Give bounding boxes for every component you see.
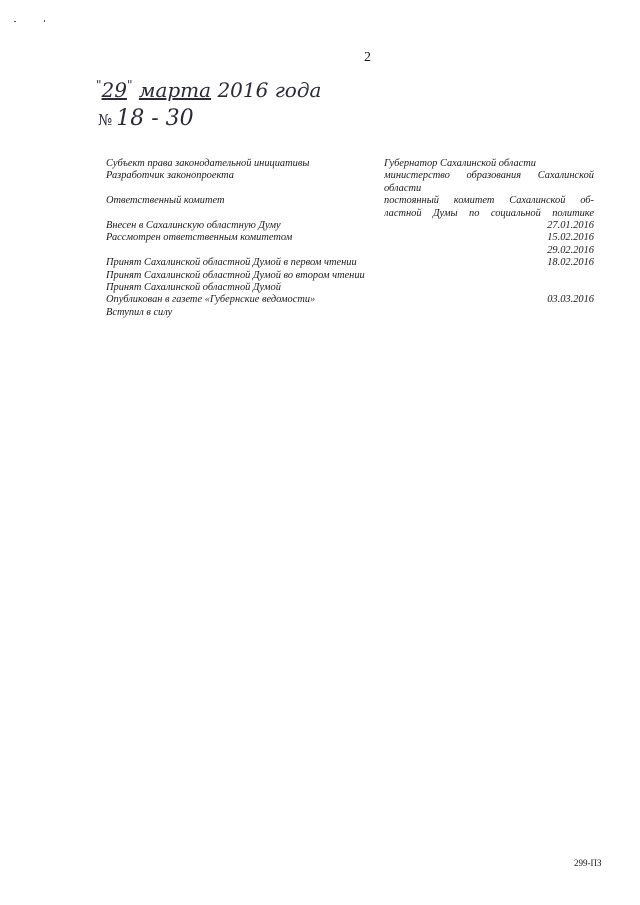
label-row: Ответственный комитет <box>106 195 225 207</box>
value-date: 03.03.2016 <box>547 294 594 306</box>
scan-speck <box>14 21 16 22</box>
label-row: Принят Сахалинской областной Думой <box>106 281 281 293</box>
value-date: 29.02.2016 <box>547 244 594 256</box>
label-row: Разработчик законопроекта <box>106 170 234 182</box>
label-row: Рассмотрен ответственным комитетом <box>106 232 293 244</box>
handwritten-number <box>98 106 194 131</box>
label-row: Принят Сахалинской областной Думой в первом чтении <box>106 257 357 269</box>
value-row: ластной Думы по социальной политике <box>384 207 594 219</box>
date-close-quote: " <box>126 78 133 92</box>
document-code: 299-ПЗ <box>574 858 602 868</box>
label-row: Принят Сахалинской областной Думой во втором чтении <box>106 269 365 281</box>
number-prefix: № <box>98 111 113 129</box>
label-row: Вступил в силу <box>106 306 173 318</box>
label-row: Внесен в Сахалинскую областную Думу <box>106 219 281 231</box>
date-month: марта <box>138 78 212 102</box>
value-row: министерство образования Сахалинской <box>384 170 594 182</box>
handwritten-date <box>96 78 321 102</box>
value-date: 15.02.2016 <box>547 232 594 244</box>
value-date: 27.01.2016 <box>547 219 594 231</box>
page-number: 2 <box>364 50 371 65</box>
value-row: постоянный комитет Сахалинской об- <box>384 195 594 207</box>
label-row: Опубликован в газете «Губернские ведомости» <box>106 294 316 306</box>
details-labels-column <box>106 158 386 319</box>
scan-speck <box>44 20 45 22</box>
value-row: Губернатор Сахалинской области <box>384 158 536 169</box>
label-row: Субъект права законодательной инициативы <box>106 158 310 169</box>
number-value: 18 - 30 <box>116 106 194 131</box>
details-values-column <box>384 158 594 307</box>
value-row: области <box>384 182 422 194</box>
date-day: 29 <box>101 78 127 102</box>
date-open-quote: " <box>96 78 102 92</box>
value-date: 18.02.2016 <box>547 257 594 269</box>
date-year: 2016 года <box>217 78 322 102</box>
